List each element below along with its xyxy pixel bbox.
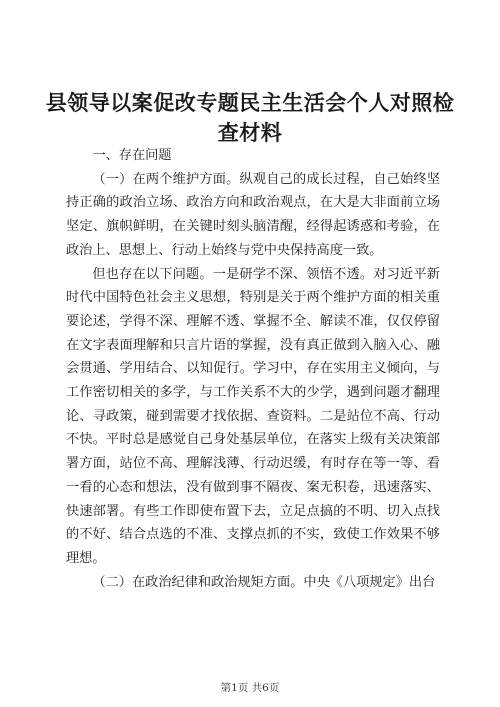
paragraph-2: 但也存在以下问题。一是研学不深、领悟不透。对习近平新时代中国特色社会主义思想，特别是关于两个维护方面的相关重要论述，学得不深、理解不透、掌握不全、解读不准，仅仅停留在文字表面理解和只言片语的掌握，没有真正做到入脑入心、融会贯通、学用结合、以知促行。学习中，存在实用主义倾向，与工作密切相关的多学，与工作关系不大的少学，遇到问题才翻理论、寻政策，碰到需要才找依据、查资料。二是站位不高、行动不快。平时总是感觉自己身处基层单位，在落实上级有关决策部署方面，站位不高、理解浅薄、行动迟缓，有时存在等一等、看一看的心态和想法，没有做到事不隔夜、案无积卷，迅速落实、快速部署。有些工作即使布置下去，立足点搞的不明、切入点找的不好、结合点选的不准、支撑点抓的不实，致使工作效果不够理想。 (66, 266, 440, 566)
paragraph-3: （二）在政治纪律和政治规矩方面。中央《八项规定》出台 (92, 574, 436, 590)
section-heading: 一、存在问题 (92, 148, 172, 163)
page-footer: 第1页 共6页 (220, 682, 280, 694)
document-body (66, 144, 440, 594)
document-title: 县领导以案促改专题民主生活会个人对照检查材料 (45, 90, 455, 145)
paragraph-1: （一）在两个维护方面。纵观自己的成长过程，自己始终坚持正确的政治立场、政治方向和政治观点，在大是大非面前立场坚定、旗帜鲜明，在关键时刻头脑清醒，经得起诱惑和考验，在政治上、思想上、行动上始终与党中央保持高度一致。 (66, 171, 440, 258)
